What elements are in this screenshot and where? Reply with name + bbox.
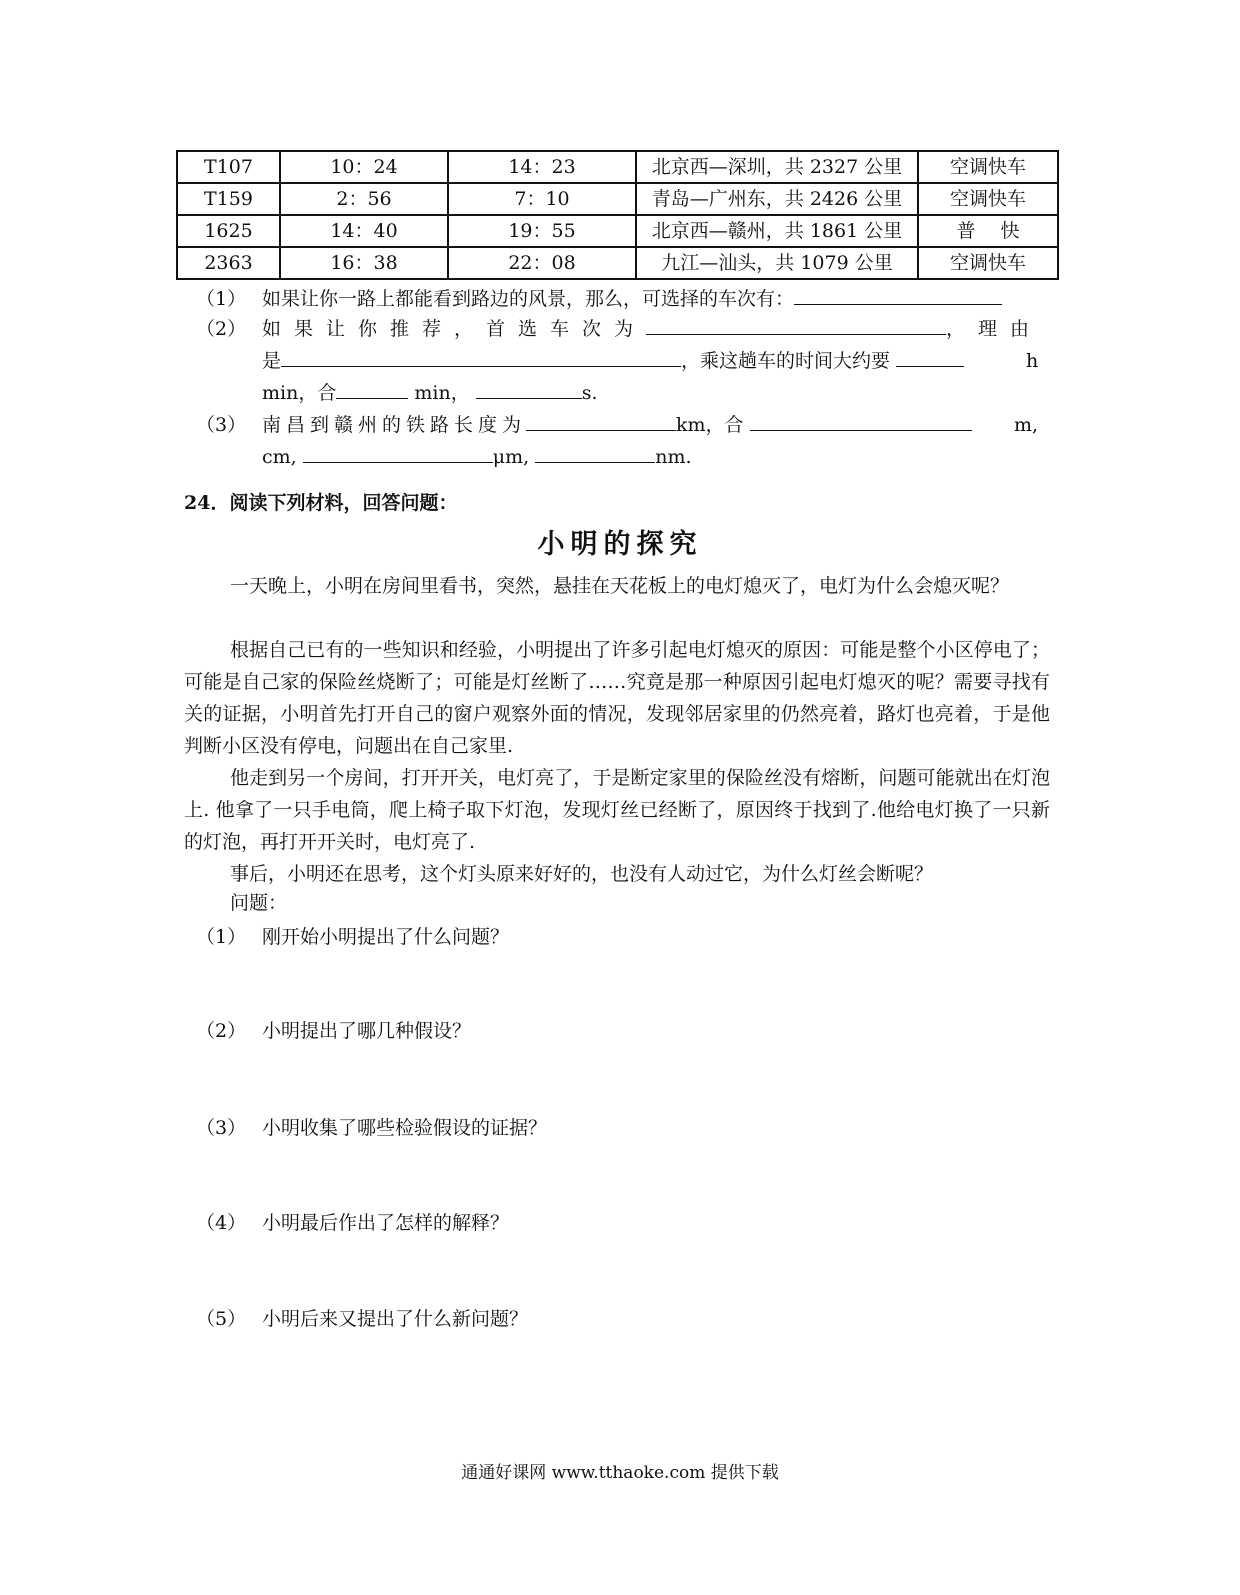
q23-3-line (262, 410, 972, 440)
arrive-time-cell: 19：55 (448, 215, 636, 247)
q23-2-number: （2） (196, 318, 247, 340)
answer-blank[interactable] (281, 346, 681, 367)
q23-2-line (262, 314, 1042, 344)
train-type-cell: 普 快 (918, 215, 1058, 247)
question-number: （1） (196, 926, 247, 948)
q23-2-line-3 (262, 378, 598, 408)
question-number: （5） (196, 1308, 247, 1330)
q23-2-text: 是 (262, 350, 282, 372)
train-number-cell: T159 (177, 183, 280, 215)
depart-time-cell: 2：56 (280, 183, 448, 215)
question-number: （4） (196, 1212, 247, 1234)
question-text: 小明收集了哪些检验假设的证据？ (262, 1117, 548, 1139)
q23-2-text: ，乘这趟车的时间大约要 (681, 350, 891, 372)
unit-label: nm. (655, 446, 692, 468)
train-type-cell: 空调快车 (918, 183, 1058, 215)
q23-3-number: （3） (196, 414, 247, 436)
train-schedule-table (176, 150, 1059, 280)
answer-blank[interactable] (896, 346, 964, 367)
unit-label: min， (414, 382, 470, 404)
question-text: 小明提出了哪几种假设？ (262, 1020, 472, 1042)
train-number-cell: 1625 (177, 215, 280, 247)
q23-1-line (262, 284, 1002, 314)
q23-1-text: 如果让你一路上都能看到路边的风景，那么，可选择的车次有： (262, 288, 795, 310)
route-cell: 九江—汕头，共 1079 公里 (636, 247, 918, 279)
train-type-cell: 空调快车 (918, 151, 1058, 183)
table-row (177, 215, 1058, 247)
questions-label: 问题： (230, 892, 288, 914)
answer-blank[interactable] (646, 314, 946, 335)
train-number-cell: 2363 (177, 247, 280, 279)
q23-2-line-2 (262, 346, 964, 376)
arrive-time-cell: 14：23 (448, 151, 636, 183)
q23-2-reason-label: ，理由 (946, 318, 1043, 340)
unit-label: km，合 (676, 414, 744, 436)
passage-paragraph: 他走到另一个房间，打开开关，电灯亮了，于是断定家里的保险丝没有熔断，问题可能就出在灯泡上. 他拿了一只手电筒，爬上椅子取下灯泡，发现灯丝已经断了，原因终于找到了.他给电灯换了一只新的灯泡，再打开开关时，电灯亮了. (184, 767, 1050, 853)
passage-title: 小明的探究 (537, 529, 703, 560)
table-row (177, 183, 1058, 215)
unit-label: h (1026, 350, 1039, 372)
table-row (177, 151, 1058, 183)
passage-paragraph: 一天晚上，小明在房间里看书，突然，悬挂在天花板上的电灯熄灭了，电灯为什么会熄灭呢？ (230, 575, 1010, 597)
route-cell: 北京西—赣州，共 1861 公里 (636, 215, 918, 247)
depart-time-cell: 14：40 (280, 215, 448, 247)
question-number: （2） (196, 1020, 247, 1042)
question-text: 小明后来又提出了什么新问题？ (262, 1308, 529, 1330)
depart-time-cell: 16：38 (280, 247, 448, 279)
train-number-cell: T107 (177, 151, 280, 183)
q23-3-text: 南昌到赣州的铁路长度为 (262, 414, 527, 436)
depart-time-cell: 10：24 (280, 151, 448, 183)
answer-blank[interactable] (535, 442, 655, 463)
question-text: 刚开始小明提出了什么问题？ (262, 926, 510, 948)
answer-blank[interactable] (526, 410, 676, 431)
unit-label: μm, (492, 446, 530, 468)
passage-paragraph: 根据自己已有的一些知识和经验，小明提出了许多引起电灯熄灭的原因：可能是整个小区停电了；可能是自己家的保险丝烧断了；可能是灯丝断了……究竟是那一种原因引起电灯熄灭的呢？需要寻找有关的证据，小明首先打开自己的窗户观察外面的情况，发现邻居家里的仍然亮着，路灯也亮着，于是他判断小区没有停电，问题出在自己家里. (184, 639, 1050, 757)
answer-blank[interactable] (750, 410, 972, 431)
q23-2-text: 如果让你推荐，首选车次为 (262, 318, 647, 340)
question-number: （3） (196, 1117, 247, 1139)
unit-label: s. (581, 382, 598, 404)
unit-label: m, (1014, 414, 1039, 436)
arrive-time-cell: 7：10 (448, 183, 636, 215)
page-footer: 通通好课网 www.tthaoke.com 提供下载 (461, 1463, 779, 1483)
table-row (177, 247, 1058, 279)
route-cell: 青岛—广州东，共 2426 公里 (636, 183, 918, 215)
passage-paragraph: 事后，小明还在思考，这个灯头原来好好的，也没有人动过它，为什么灯丝会断呢？ (230, 863, 934, 885)
unit-label: min，合 (262, 382, 337, 404)
q24-heading: 24．阅读下列材料，回答问题： (184, 492, 458, 514)
question-text: 小明最后作出了怎样的解释？ (262, 1212, 510, 1234)
route-cell: 北京西—深圳，共 2327 公里 (636, 151, 918, 183)
unit-label: cm, (262, 446, 297, 468)
arrive-time-cell: 22：08 (448, 247, 636, 279)
answer-blank[interactable] (476, 378, 582, 399)
answer-blank[interactable] (336, 378, 408, 399)
q23-3-line-2 (262, 442, 692, 472)
train-type-cell: 空调快车 (918, 247, 1058, 279)
q23-1-number: （1） (196, 288, 247, 310)
answer-blank[interactable] (794, 284, 1002, 305)
answer-blank[interactable] (303, 442, 493, 463)
